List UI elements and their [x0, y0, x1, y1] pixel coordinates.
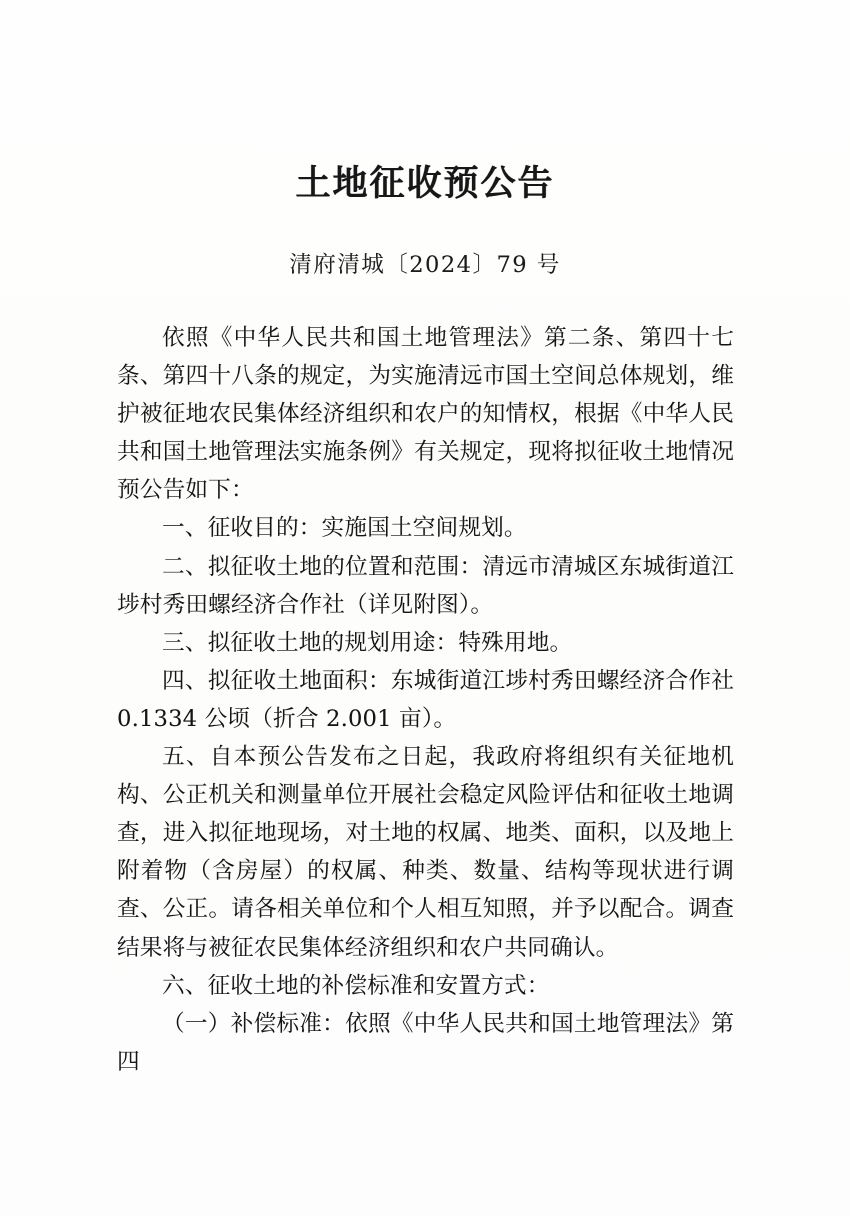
paragraph-item-6-sub-1: （一）补偿标准：依照《中华人民共和国土地管理法》第四	[117, 1010, 734, 1075]
paragraph-item-1: 一、征收目的：实施国土空间规划。	[162, 515, 527, 542]
paragraph-preamble: 依照《中华人民共和国土地管理法》第二条、第四十七条、第四十八条的规定，为实施清远市国土空间总体规划，维护被征地农民集体经济组织和农户的知情权，根据《中华人民共和国土地管理法实施条例》有关规定，现将拟征收土地情况预公告如下：	[117, 325, 734, 504]
paragraph-item-5: 五、自本预公告发布之日起，我政府将组织有关征地机构、公正机关和测量单位开展社会稳定风险评估和征收土地调查，进入拟征地现场，对土地的权属、地类、面积，以及地上附着物（含房屋）的权属、种类、数量、结构等现状进行调查、公正。请各相关单位和个人相互知照，并予以配合。调查结果将与被征农民集体经济组织和农户共同确认。	[117, 744, 734, 961]
paragraph-item-2: 二、拟征收土地的位置和范围：清远市清城区东城街道江埗村秀田螺经济合作社（详见附图）。	[117, 553, 734, 618]
page-title: 土地征收预公告	[295, 163, 555, 204]
document-body	[117, 319, 734, 1081]
paragraph-item-3: 三、拟征收土地的规划用途：特殊用地。	[162, 629, 573, 656]
document-number: 清府清城〔2024〕79 号	[289, 252, 561, 278]
paragraph-item-6: 六、征收土地的补偿标准和安置方式：	[162, 972, 550, 999]
paragraph-item-4: 四、拟征收土地面积：东城街道江埗村秀田螺经济合作社0.1334 公顷（折合 2.001 亩）。	[117, 667, 734, 732]
